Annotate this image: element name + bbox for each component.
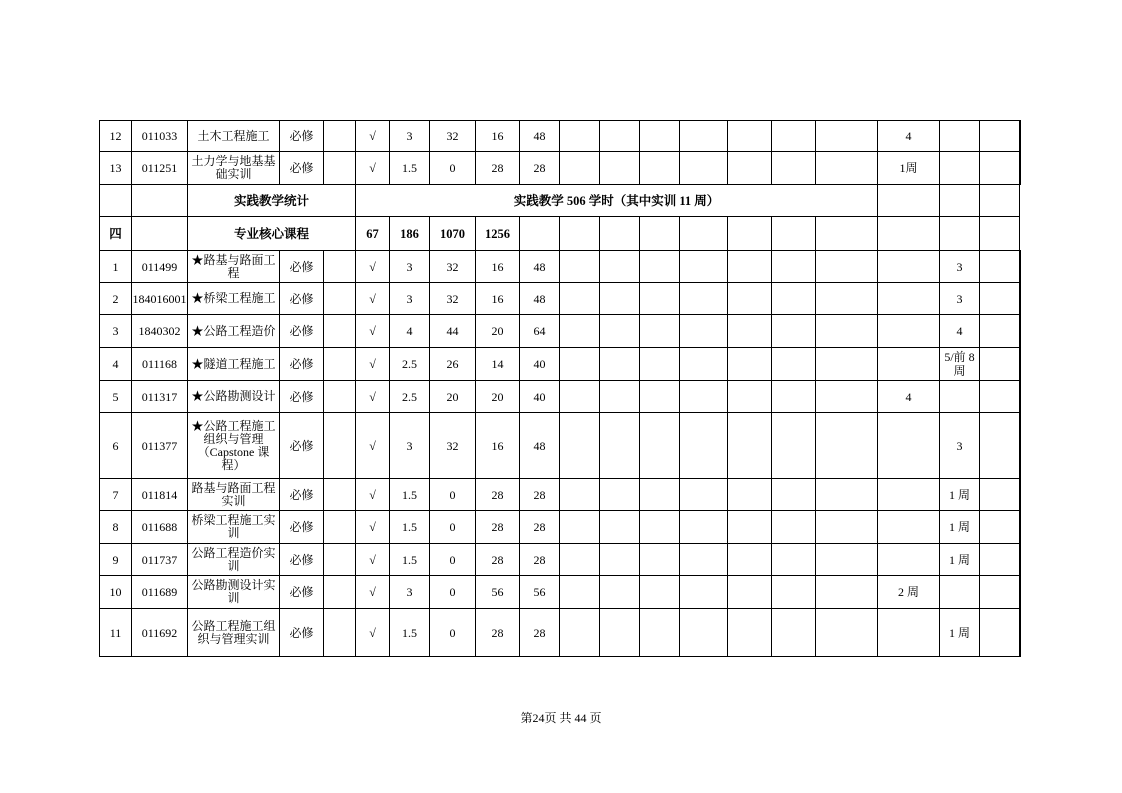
- practice-hours: 28: [476, 152, 520, 185]
- semester-cell: [600, 348, 640, 381]
- semester-cell: [816, 315, 878, 348]
- semester-cell: [816, 251, 878, 283]
- semester-cell: [772, 152, 816, 185]
- course-number: 1: [100, 251, 132, 283]
- semester-cell: [640, 251, 680, 283]
- semester-cell: [878, 283, 940, 315]
- semester-cell: [816, 609, 878, 657]
- credit: 2.5: [390, 381, 430, 413]
- semester-cell: [640, 609, 680, 657]
- semester-cell: [600, 251, 640, 283]
- practice-hours: 20: [476, 315, 520, 348]
- semester-cell: [816, 121, 878, 152]
- practice-hours: 28: [476, 609, 520, 657]
- total-hours: 28: [520, 609, 560, 657]
- semester-cell: [1020, 511, 1021, 544]
- course-code: 011317: [132, 381, 188, 413]
- semester-cell: [560, 315, 600, 348]
- exam-mark: √: [356, 413, 390, 479]
- semester-cell: [980, 413, 1020, 479]
- semester-cell: 3: [940, 413, 980, 479]
- theory-hours: 44: [430, 315, 476, 348]
- semester-cell: [1020, 576, 1021, 609]
- theory-hours: 0: [430, 511, 476, 544]
- semester-cell: 1 周: [940, 511, 980, 544]
- course-name: 土力学与地基基础实训: [188, 152, 280, 185]
- semester-cell: [560, 283, 600, 315]
- course-code: 011033: [132, 121, 188, 152]
- semester-cell: [1020, 251, 1021, 283]
- semester-cell: [980, 609, 1020, 657]
- section-practice: 1070: [430, 217, 476, 251]
- credit: 3: [390, 121, 430, 152]
- course-name: ★公路工程施工组织与管理（Capstone 课程）: [188, 413, 280, 479]
- semester-cell: [640, 381, 680, 413]
- course-code: 011689: [132, 576, 188, 609]
- blank-cell: [324, 283, 356, 315]
- semester-cell: [878, 511, 940, 544]
- semester-cell: [728, 121, 772, 152]
- practice-hours: 16: [476, 413, 520, 479]
- exam-mark: √: [356, 348, 390, 381]
- practice-hours: 16: [476, 121, 520, 152]
- theory-hours: 32: [430, 121, 476, 152]
- table-row: [100, 413, 1021, 479]
- semester-cell: [560, 511, 600, 544]
- semester-cell: [560, 479, 600, 511]
- semester-cell: 5/前 8 周: [940, 348, 980, 381]
- semester-cell: [980, 544, 1020, 576]
- semester-cell: [600, 283, 640, 315]
- semester-cell: [772, 609, 816, 657]
- course-number: 5: [100, 381, 132, 413]
- semester-cell: [560, 381, 600, 413]
- semester-cell: [728, 283, 772, 315]
- blank-cell: [324, 348, 356, 381]
- semester-cell: [600, 413, 640, 479]
- semester-cell: [680, 348, 728, 381]
- course-name: 公路工程施工组织与管理实训: [188, 609, 280, 657]
- semester-cell: [640, 413, 680, 479]
- blank-cell: [324, 315, 356, 348]
- course-type: 必修: [280, 381, 324, 413]
- table-row: [100, 152, 1021, 185]
- semester-cell: [816, 413, 878, 479]
- semester-cell: [980, 251, 1020, 283]
- semester-cell: [680, 251, 728, 283]
- semester-cell: [640, 511, 680, 544]
- semester-cell: [680, 152, 728, 185]
- course-name: 桥梁工程施工实训: [188, 511, 280, 544]
- semester-cell: 1 周: [940, 544, 980, 576]
- semester-cell: [680, 381, 728, 413]
- course-number: 11: [100, 609, 132, 657]
- semester-cell: [878, 251, 940, 283]
- course-type: 必修: [280, 511, 324, 544]
- exam-mark: √: [356, 544, 390, 576]
- semester-cell: [980, 511, 1020, 544]
- semester-cell: [600, 609, 640, 657]
- theory-hours: 0: [430, 544, 476, 576]
- theory-hours: 0: [430, 479, 476, 511]
- course-name: 土木工程施工: [188, 121, 280, 152]
- page-footer: 第24页 共 44 页: [520, 711, 602, 725]
- credit: 1.5: [390, 609, 430, 657]
- semester-cell: [816, 544, 878, 576]
- semester-cell: 4: [878, 121, 940, 152]
- semester-cell: [728, 348, 772, 381]
- semester-cell: [980, 576, 1020, 609]
- blank-cell: [324, 152, 356, 185]
- semester-cell: [878, 609, 940, 657]
- total-hours: 28: [520, 152, 560, 185]
- practice-hours: 20: [476, 381, 520, 413]
- course-number: 13: [100, 152, 132, 185]
- semester-cell: [728, 251, 772, 283]
- table-row: [100, 609, 1021, 657]
- semester-cell: [816, 479, 878, 511]
- exam-mark: √: [356, 576, 390, 609]
- semester-cell: [640, 348, 680, 381]
- semester-cell: [980, 479, 1020, 511]
- semester-cell: [640, 479, 680, 511]
- semester-cell: [878, 348, 940, 381]
- semester-cell: [1020, 121, 1021, 152]
- semester-cell: [560, 544, 600, 576]
- blank-cell: [324, 121, 356, 152]
- semester-cell: [980, 283, 1020, 315]
- semester-cell: [640, 152, 680, 185]
- semester-cell: [772, 479, 816, 511]
- course-code: 011814: [132, 479, 188, 511]
- semester-cell: [980, 152, 1020, 185]
- semester-cell: [680, 609, 728, 657]
- course-number: 9: [100, 544, 132, 576]
- table-row: [100, 544, 1021, 576]
- semester-cell: [1020, 381, 1021, 413]
- semester-cell: [772, 381, 816, 413]
- course-number: 2: [100, 283, 132, 315]
- section-row: [100, 217, 1021, 251]
- practice-hours: 28: [476, 544, 520, 576]
- semester-cell: [728, 609, 772, 657]
- total-hours: 48: [520, 413, 560, 479]
- course-type: 必修: [280, 609, 324, 657]
- semester-cell: [560, 576, 600, 609]
- semester-cell: [816, 381, 878, 413]
- course-type: 必修: [280, 479, 324, 511]
- table-body: [100, 121, 1021, 657]
- semester-cell: [1020, 544, 1021, 576]
- credit: 1.5: [390, 152, 430, 185]
- table-row: [100, 251, 1021, 283]
- semester-cell: [640, 121, 680, 152]
- practice-hours: 16: [476, 251, 520, 283]
- semester-cell: 3: [940, 283, 980, 315]
- practice-hours: 14: [476, 348, 520, 381]
- semester-cell: [980, 121, 1020, 152]
- semester-cell: [728, 576, 772, 609]
- course-name: ★桥梁工程施工: [188, 283, 280, 315]
- total-hours: 48: [520, 251, 560, 283]
- practice-hours: 56: [476, 576, 520, 609]
- practice-hours: 16: [476, 283, 520, 315]
- credit: 3: [390, 251, 430, 283]
- course-code: 011688: [132, 511, 188, 544]
- blank-cell: [324, 609, 356, 657]
- semester-cell: [878, 544, 940, 576]
- semester-cell: [600, 121, 640, 152]
- semester-cell: 4: [878, 381, 940, 413]
- semester-cell: 1周: [878, 152, 940, 185]
- semester-cell: [1020, 479, 1021, 511]
- course-code: 011168: [132, 348, 188, 381]
- semester-cell: 1 周: [940, 609, 980, 657]
- total-hours: 40: [520, 381, 560, 413]
- section-total: 1256: [476, 217, 520, 251]
- semester-cell: [560, 251, 600, 283]
- exam-mark: √: [356, 152, 390, 185]
- semester-cell: 4: [940, 315, 980, 348]
- stats-label: 实践教学统计: [188, 185, 356, 217]
- semester-cell: [772, 413, 816, 479]
- course-type: 必修: [280, 315, 324, 348]
- semester-cell: [1020, 348, 1021, 381]
- semester-cell: [878, 479, 940, 511]
- course-name: 公路工程造价实训: [188, 544, 280, 576]
- semester-cell: [772, 315, 816, 348]
- table-row: [100, 121, 1021, 152]
- semester-cell: [728, 315, 772, 348]
- course-number: 6: [100, 413, 132, 479]
- table-row: [100, 511, 1021, 544]
- blank-cell: [324, 544, 356, 576]
- section-credit: 67: [356, 217, 390, 251]
- semester-cell: [560, 609, 600, 657]
- blank-cell: [324, 576, 356, 609]
- semester-cell: [940, 381, 980, 413]
- course-code: 1840302: [132, 315, 188, 348]
- blank-cell: [324, 479, 356, 511]
- credit: 1.5: [390, 511, 430, 544]
- stats-text: 实践教学 506 学时（其中实训 11 周）: [356, 185, 878, 217]
- table-row: [100, 283, 1021, 315]
- blank-cell: [324, 381, 356, 413]
- course-name: 路基与路面工程实训: [188, 479, 280, 511]
- course-type: 必修: [280, 121, 324, 152]
- course-code: 184016001: [132, 283, 188, 315]
- course-code: 011737: [132, 544, 188, 576]
- theory-hours: 20: [430, 381, 476, 413]
- semester-cell: [600, 381, 640, 413]
- semester-cell: [1020, 152, 1021, 185]
- total-hours: 40: [520, 348, 560, 381]
- table-row: [100, 315, 1021, 348]
- blank-cell: [324, 251, 356, 283]
- semester-cell: [816, 348, 878, 381]
- course-name: ★隧道工程施工: [188, 348, 280, 381]
- semester-cell: 1 周: [940, 479, 980, 511]
- curriculum-table: [99, 120, 1021, 657]
- semester-cell: [940, 576, 980, 609]
- semester-cell: [772, 251, 816, 283]
- theory-hours: 0: [430, 609, 476, 657]
- course-code: 011499: [132, 251, 188, 283]
- total-hours: 28: [520, 544, 560, 576]
- semester-cell: [600, 544, 640, 576]
- semester-cell: [728, 413, 772, 479]
- semester-cell: [1020, 283, 1021, 315]
- semester-cell: [816, 152, 878, 185]
- semester-cell: [600, 511, 640, 544]
- semester-cell: [772, 544, 816, 576]
- table-row: [100, 381, 1021, 413]
- section-theory: 186: [390, 217, 430, 251]
- blank-cell: [324, 413, 356, 479]
- theory-hours: 32: [430, 413, 476, 479]
- semester-cell: [680, 121, 728, 152]
- semester-cell: [600, 479, 640, 511]
- semester-cell: [772, 576, 816, 609]
- semester-cell: [680, 511, 728, 544]
- semester-cell: [980, 381, 1020, 413]
- credit: 1.5: [390, 479, 430, 511]
- section-label: 专业核心课程: [188, 217, 356, 251]
- theory-hours: 32: [430, 251, 476, 283]
- total-hours: 28: [520, 479, 560, 511]
- semester-cell: [772, 283, 816, 315]
- semester-cell: [772, 511, 816, 544]
- semester-cell: [980, 315, 1020, 348]
- semester-cell: [728, 381, 772, 413]
- semester-cell: [640, 576, 680, 609]
- semester-cell: [728, 511, 772, 544]
- section-number: 四: [100, 217, 132, 251]
- semester-cell: [728, 152, 772, 185]
- course-name: ★公路勘测设计: [188, 381, 280, 413]
- course-number: 8: [100, 511, 132, 544]
- theory-hours: 26: [430, 348, 476, 381]
- course-type: 必修: [280, 576, 324, 609]
- practice-hours: 28: [476, 511, 520, 544]
- semester-cell: [640, 283, 680, 315]
- semester-cell: [560, 152, 600, 185]
- credit: 2.5: [390, 348, 430, 381]
- course-type: 必修: [280, 348, 324, 381]
- exam-mark: √: [356, 251, 390, 283]
- semester-cell: [940, 152, 980, 185]
- course-code: 011692: [132, 609, 188, 657]
- semester-cell: [1020, 315, 1021, 348]
- total-hours: 28: [520, 511, 560, 544]
- semester-cell: [816, 511, 878, 544]
- course-number: 12: [100, 121, 132, 152]
- semester-cell: [600, 152, 640, 185]
- course-name: 公路勘测设计实训: [188, 576, 280, 609]
- semester-cell: [640, 544, 680, 576]
- practice-hours: 28: [476, 479, 520, 511]
- course-code: 011377: [132, 413, 188, 479]
- course-type: 必修: [280, 251, 324, 283]
- semester-cell: [680, 479, 728, 511]
- credit: 4: [390, 315, 430, 348]
- semester-cell: [640, 315, 680, 348]
- semester-cell: [680, 576, 728, 609]
- table-row: [100, 576, 1021, 609]
- semester-cell: [940, 121, 980, 152]
- semester-cell: [560, 121, 600, 152]
- semester-cell: [816, 576, 878, 609]
- stats-row: [100, 185, 1021, 217]
- semester-cell: [728, 479, 772, 511]
- semester-cell: [680, 544, 728, 576]
- semester-cell: [560, 348, 600, 381]
- course-number: 4: [100, 348, 132, 381]
- total-hours: 48: [520, 283, 560, 315]
- semester-cell: [600, 315, 640, 348]
- semester-cell: [878, 315, 940, 348]
- theory-hours: 32: [430, 283, 476, 315]
- credit: 3: [390, 283, 430, 315]
- table-row: [100, 479, 1021, 511]
- semester-cell: [680, 413, 728, 479]
- semester-cell: 2 周: [878, 576, 940, 609]
- semester-cell: [600, 576, 640, 609]
- course-code: 011251: [132, 152, 188, 185]
- exam-mark: √: [356, 511, 390, 544]
- blank-cell: [324, 511, 356, 544]
- exam-mark: √: [356, 283, 390, 315]
- semester-cell: [728, 544, 772, 576]
- theory-hours: 0: [430, 576, 476, 609]
- course-type: 必修: [280, 413, 324, 479]
- credit: 3: [390, 413, 430, 479]
- semester-cell: [680, 315, 728, 348]
- course-name: ★路基与路面工程: [188, 251, 280, 283]
- exam-mark: √: [356, 121, 390, 152]
- theory-hours: 0: [430, 152, 476, 185]
- exam-mark: √: [356, 479, 390, 511]
- semester-cell: [980, 348, 1020, 381]
- course-number: 10: [100, 576, 132, 609]
- semester-cell: [816, 283, 878, 315]
- semester-cell: [560, 413, 600, 479]
- credit: 1.5: [390, 544, 430, 576]
- course-type: 必修: [280, 544, 324, 576]
- semester-cell: [1020, 609, 1021, 657]
- semester-cell: [772, 121, 816, 152]
- total-hours: 56: [520, 576, 560, 609]
- total-hours: 48: [520, 121, 560, 152]
- exam-mark: √: [356, 315, 390, 348]
- exam-mark: √: [356, 609, 390, 657]
- semester-cell: [680, 283, 728, 315]
- semester-cell: [878, 413, 940, 479]
- course-type: 必修: [280, 152, 324, 185]
- course-number: 7: [100, 479, 132, 511]
- course-type: 必修: [280, 283, 324, 315]
- exam-mark: √: [356, 381, 390, 413]
- credit: 3: [390, 576, 430, 609]
- total-hours: 64: [520, 315, 560, 348]
- table-row: [100, 348, 1021, 381]
- course-number: 3: [100, 315, 132, 348]
- semester-cell: [1020, 413, 1021, 479]
- semester-cell: [772, 348, 816, 381]
- semester-cell: 3: [940, 251, 980, 283]
- course-name: ★公路工程造价: [188, 315, 280, 348]
